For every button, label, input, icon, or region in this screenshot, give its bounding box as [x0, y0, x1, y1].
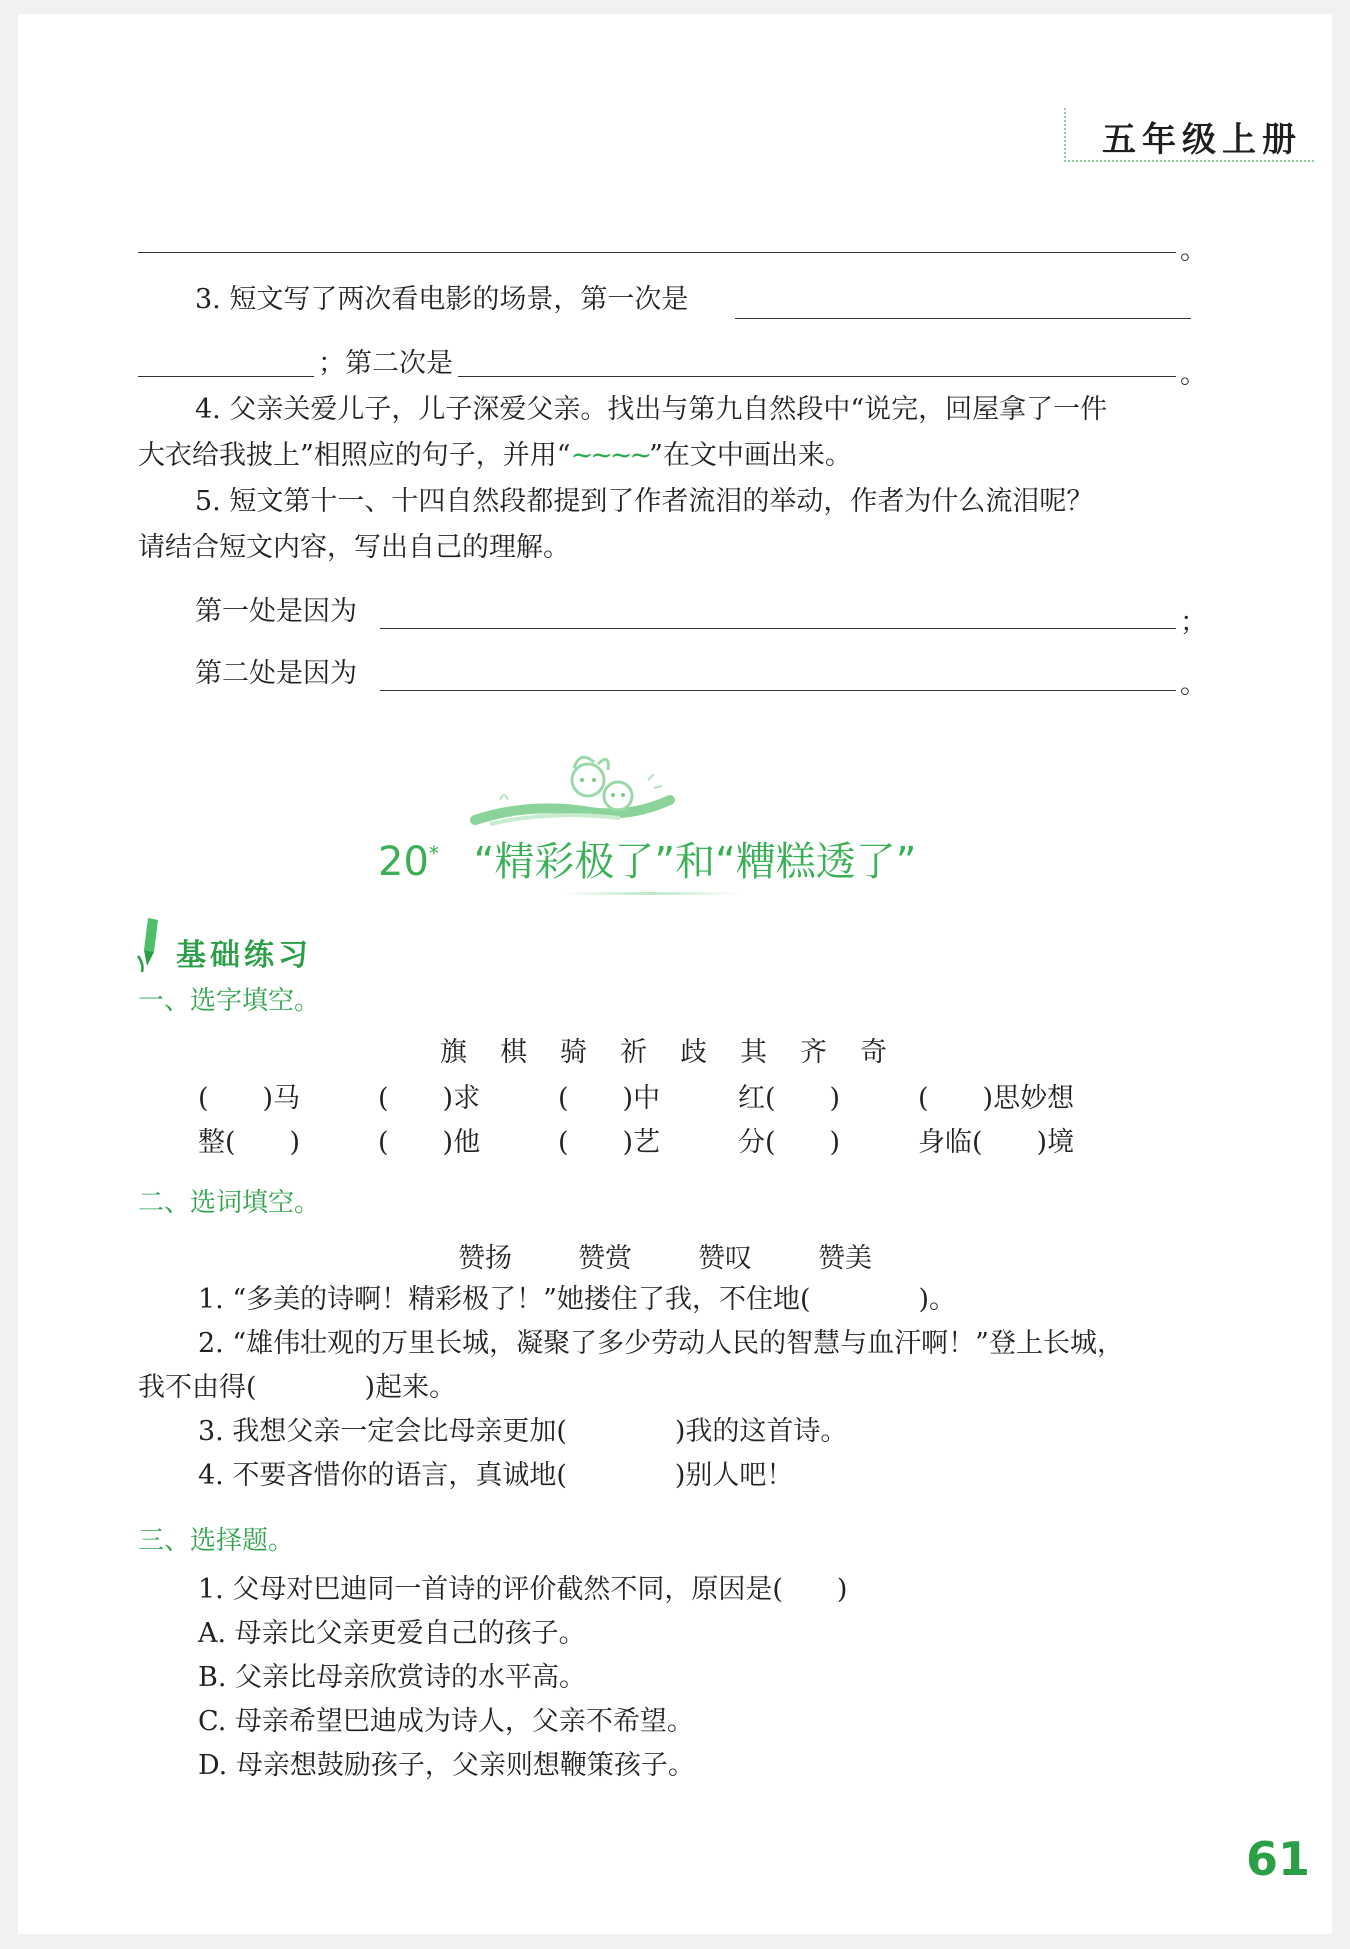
fill-item[interactable]: ( )中 [558, 1083, 661, 1114]
option-d[interactable]: D. 母亲想鼓励孩子，父亲则想鞭策孩子。 [198, 1750, 695, 1781]
part2-q1: 1. “多美的诗啊！精彩极了！”她搂住了我，不住地( )。 [198, 1284, 957, 1315]
char-option: 其 [740, 1037, 767, 1068]
answer-blank[interactable] [458, 376, 1176, 377]
period: 。 [1180, 235, 1207, 266]
word-option: 赞扬 [458, 1243, 512, 1274]
part2-heading: 二、选词填空。 [138, 1188, 321, 1218]
question-5-line2: 请结合短文内容，写出自己的理解。 [138, 532, 570, 563]
fill-item[interactable]: 整( ) [198, 1127, 301, 1158]
page-number: 61 [1245, 1832, 1310, 1886]
fill-item[interactable]: ( )求 [378, 1083, 481, 1114]
word-option: 赞美 [818, 1243, 872, 1274]
part2-q2-line2: 我不由得( )起来。 [138, 1372, 457, 1403]
fill-item[interactable]: ( )思妙想 [918, 1083, 1075, 1114]
question-4-line1: 4. 父亲关爱儿子，儿子深爱父亲。找出与第九自然段中“说完，回屋拿了一件 [195, 394, 1108, 425]
char-option: 旗 [440, 1037, 467, 1068]
option-c[interactable]: C. 母亲希望巴迪成为诗人，父亲不希望。 [198, 1706, 694, 1737]
fill-item[interactable]: 身临( )境 [918, 1127, 1075, 1158]
part2-q2-line1: 2. “雄伟壮观的万里长城，凝聚了多少劳动人民的智慧与血汗啊！”登上长城， [198, 1328, 1124, 1359]
char-option: 祈 [620, 1037, 647, 1068]
word-option: 赞赏 [578, 1243, 632, 1274]
question-5-line1: 5. 短文第十一、十四自然段都提到了作者流泪的举动，作者为什么流泪呢？ [195, 486, 1094, 517]
answer-blank[interactable] [735, 318, 1191, 319]
option-b[interactable]: B. 父亲比母亲欣赏诗的水平高。 [198, 1662, 587, 1693]
section-heading: 基础练习 [176, 938, 312, 973]
grade-label: 五年级上册 [1102, 120, 1302, 160]
lesson-title-text: “精彩极了”和“糟糕透了” [473, 839, 917, 885]
reason-2-label: 第二处是因为 [195, 658, 357, 689]
question-3-second: ；第二次是 [318, 348, 453, 379]
answer-blank[interactable] [380, 628, 1176, 629]
char-option: 歧 [680, 1037, 707, 1068]
char-option: 骑 [560, 1037, 587, 1068]
reason-1-label: 第一处是因为 [195, 596, 357, 627]
semicolon: ； [1180, 607, 1207, 638]
word-option: 赞叹 [698, 1243, 752, 1274]
part3-heading: 三、选择题。 [138, 1526, 295, 1556]
fill-item[interactable]: ( )马 [198, 1083, 301, 1114]
fill-item[interactable]: 红( ) [738, 1083, 841, 1114]
fill-item[interactable]: ( )他 [378, 1127, 481, 1158]
cartoon-kids-icon [470, 740, 690, 840]
char-options [440, 1030, 920, 1069]
char-option: 奇 [860, 1037, 887, 1068]
option-a[interactable]: A. 母亲比父亲更爱自己的孩子。 [198, 1618, 586, 1649]
lesson-number: 20 [378, 839, 429, 885]
answer-blank[interactable] [380, 690, 1176, 691]
period: 。 [1180, 669, 1207, 700]
word-options [458, 1236, 938, 1275]
answer-blank[interactable] [138, 376, 314, 377]
period: 。 [1180, 359, 1207, 390]
char-option: 棋 [500, 1037, 527, 1068]
question-4-line2: 大衣给我披上”相照应的句子，并用“~~~~”在文中画出来。 [138, 440, 852, 471]
part3-q1: 1. 父母对巴迪同一首诗的评价截然不同，原因是( ) [198, 1574, 848, 1605]
grade-label-box [1064, 108, 1314, 162]
title-underline [560, 892, 740, 895]
fill-item[interactable]: ( )艺 [558, 1127, 661, 1158]
fill-item[interactable]: 分( ) [738, 1127, 841, 1158]
lesson-title [378, 830, 917, 887]
question-3-text: 3. 短文写了两次看电影的场景，第一次是 [195, 284, 689, 315]
part2-q3: 3. 我想父亲一定会比母亲更加( )我的这首诗。 [198, 1416, 848, 1447]
pencil-icon [134, 916, 164, 974]
part1-heading: 一、选字填空。 [138, 986, 321, 1016]
answer-blank[interactable] [138, 252, 1176, 253]
optional-star: * [428, 841, 439, 866]
char-option: 齐 [800, 1037, 827, 1068]
wavy-line-icon: ~~~~ [570, 440, 650, 471]
part2-q4: 4. 不要吝惜你的语言，真诚地( )别人吧！ [198, 1460, 794, 1491]
